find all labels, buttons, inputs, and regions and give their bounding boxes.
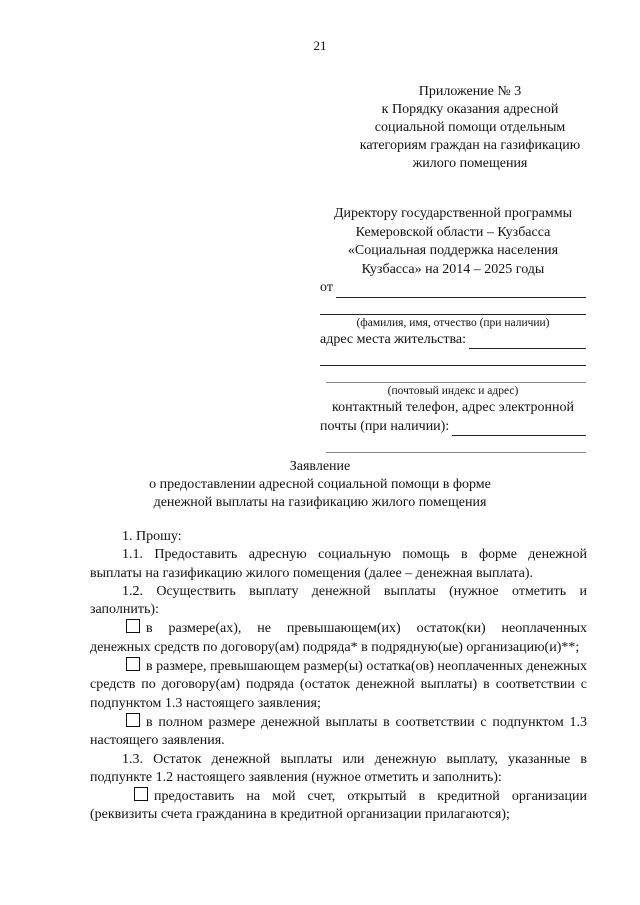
appendix-line: категориям граждан на газификацию	[359, 138, 581, 153]
contact-fill-line-2[interactable]	[326, 436, 586, 453]
name-caption: (фамилия, имя, отчество (при наличии)	[356, 316, 550, 329]
appendix-line: к Порядку оказания адресной	[381, 102, 559, 117]
appendix-block	[330, 83, 610, 173]
contact-row	[320, 418, 586, 437]
contact-line: контактный телефон, адрес электронной	[332, 400, 574, 415]
name-fill-line[interactable]	[320, 298, 586, 315]
clause-1: 1. Прошу:	[122, 529, 182, 544]
from-fill-line[interactable]	[336, 283, 586, 298]
appendix-line: социальной помощи отдельным	[374, 120, 566, 135]
option-text: в размере, превышающем размер(ы) остатка(ов) неоплаченных денежных средств по договору(ам) подряда (остаток денежной выплаты) в соответствии с подпунктом 1.3 настоящего заявления;	[90, 659, 587, 711]
address-row	[320, 331, 586, 350]
clause-1-2: 1.2. Осуществить выплату денежной выплаты (нужное отметить и заполнить):	[90, 583, 587, 618]
option-text: в размере(ах), не превышающем(их) остаток(ки) неоплаченных денежных средств по договору(ам) подряда* в подрядную(ые) организацию(и)**;	[90, 621, 587, 655]
option-text: предоставить на мой счет, открытый в кредитной организации (реквизиты счета гражданина в кредитной организации прилагаются);	[90, 789, 587, 823]
option-item	[90, 787, 587, 825]
addressee-line: Директору государственной программы	[334, 206, 572, 221]
addressee-line: Кузбасса» на 2014 – 2025 годы	[361, 261, 545, 277]
addressee-line: Кемеровской области – Кузбасса	[355, 224, 551, 240]
addressee-line: «Социальная поддержка населения	[347, 243, 559, 258]
option-item	[90, 657, 587, 713]
option-checkbox[interactable]	[126, 619, 140, 633]
option-item	[90, 619, 587, 657]
address-fill-line[interactable]	[469, 334, 586, 349]
address-fill-line-2[interactable]	[320, 349, 586, 366]
clause-1-1: 1.1. Предоставить адресную социальную помощь в форме денежной выплаты на газификацию жилого помещения (далее – денежная выплата).	[90, 547, 587, 581]
document-title	[0, 458, 640, 512]
addressee-block	[320, 205, 586, 453]
page-number: 21	[313, 38, 327, 53]
appendix-line: Приложение № 3	[418, 84, 522, 99]
option-checkbox[interactable]	[126, 657, 140, 671]
application-body	[90, 528, 587, 825]
address-label: адрес места жительства:	[320, 331, 466, 347]
option-checkbox[interactable]	[134, 787, 148, 801]
appendix-line: жилого помещения	[412, 156, 528, 171]
option-checkbox[interactable]	[126, 713, 140, 727]
from-row	[320, 279, 586, 298]
contact-label: почты (при наличии):	[320, 418, 450, 434]
title-heading: Заявление	[289, 459, 351, 474]
title-line: денежной выплаты на газификацию жилого помещения	[153, 495, 487, 510]
title-line: о предоставлении адресной социальной помощи в форме	[149, 477, 491, 492]
postal-caption: (почтовый индекс и адрес)	[387, 385, 519, 397]
clause-1-3: 1.3. Остаток денежной выплаты или денежную выплату, указанные в подпункте 1.2 настоящего заявления (нужное отметить и заполнить):	[90, 751, 587, 785]
from-label: от	[320, 280, 333, 295]
option-item	[90, 713, 587, 751]
contact-fill-line[interactable]	[452, 421, 586, 436]
postal-fill-line[interactable]	[326, 366, 586, 383]
option-text: в полном размере денежной выплаты в соответствии с подпунктом 1.3 настоящего заявления.	[90, 714, 587, 749]
